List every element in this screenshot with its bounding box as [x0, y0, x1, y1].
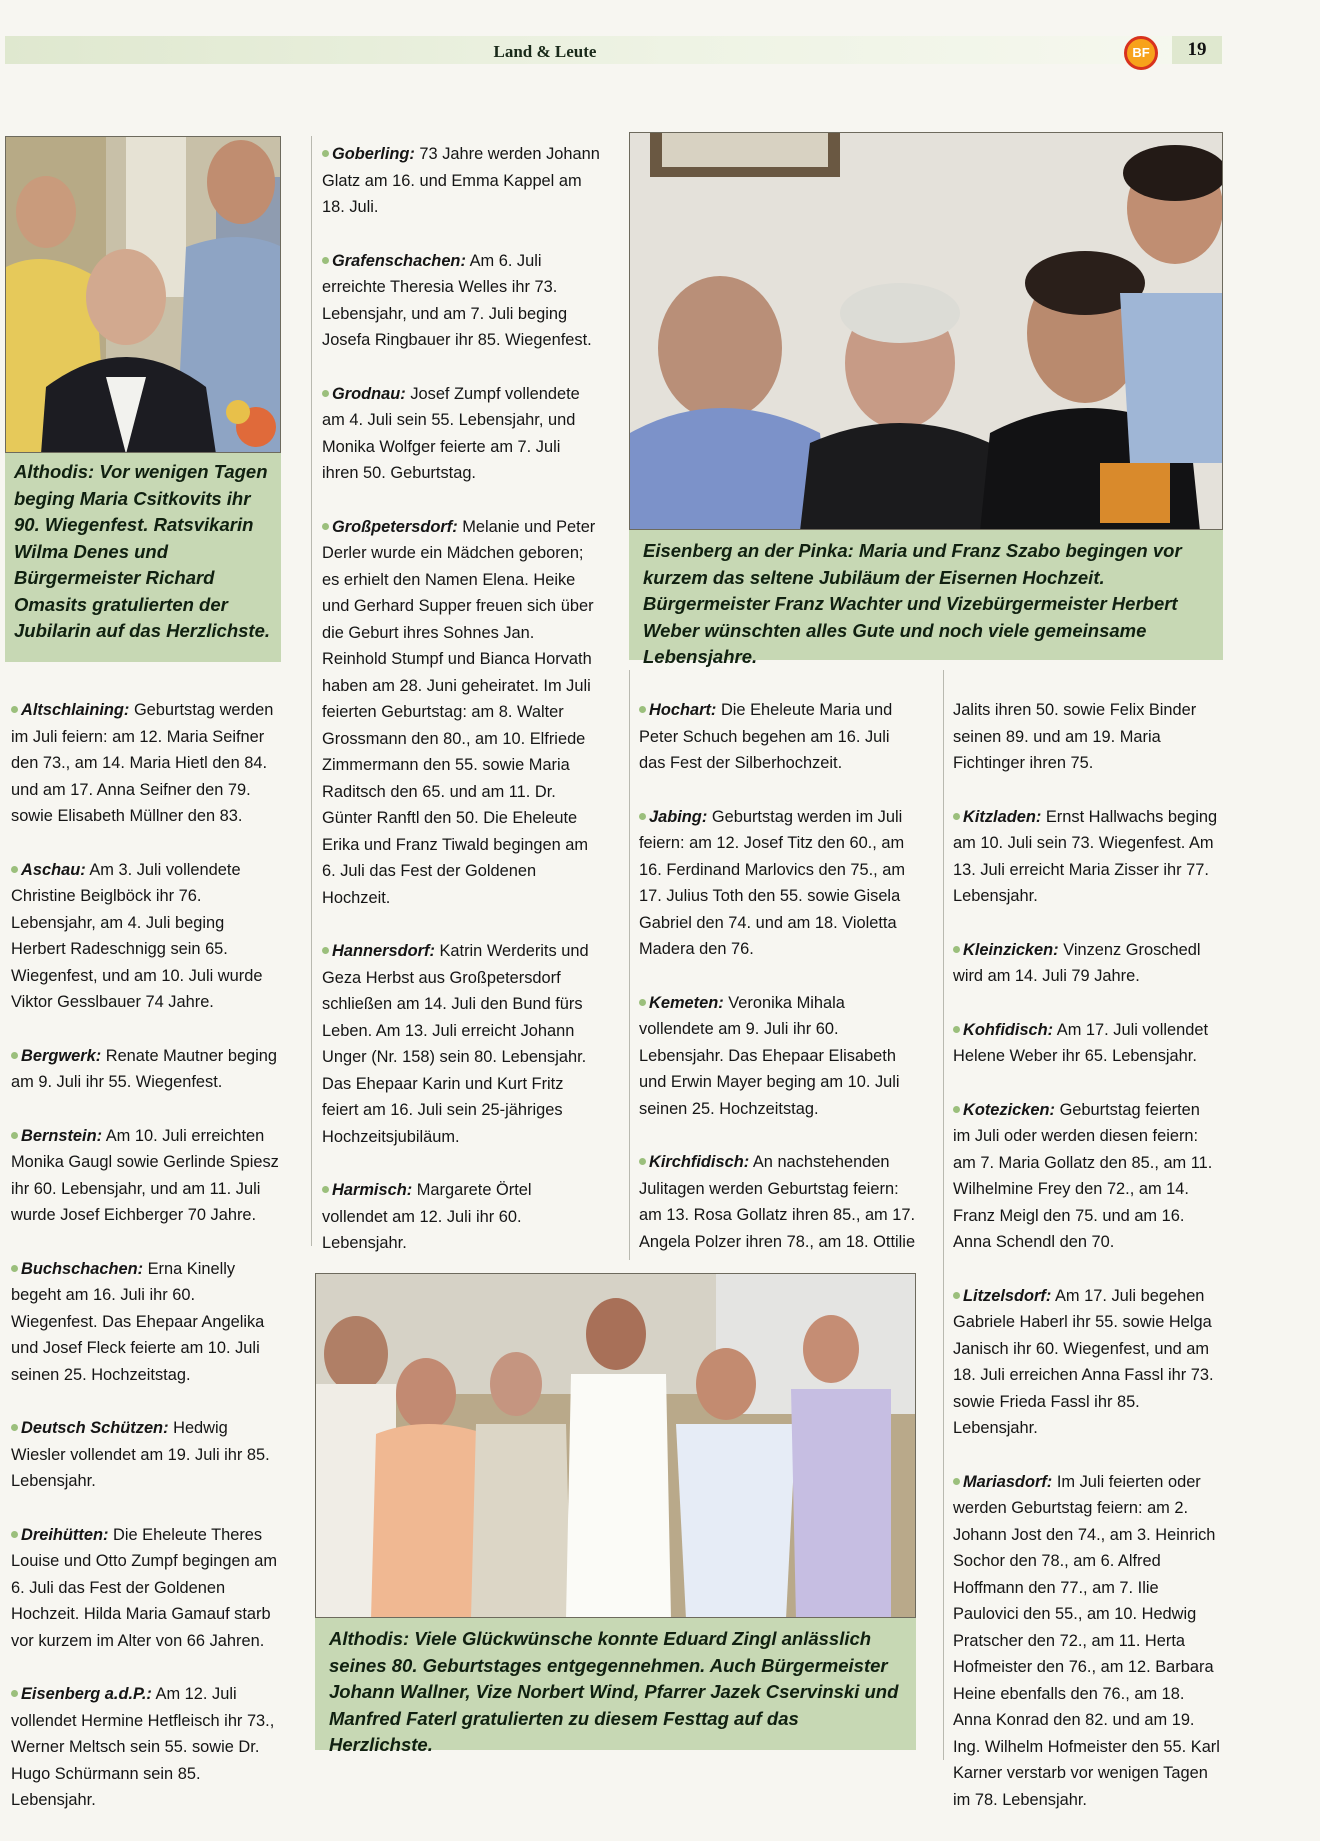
- entry-jabing: Jabing: Geburtstag werden im Juli feiern: am 12. Josef Titz den 60., am 16. Ferdinand Marlovics den 75., am 17. Julius Toth den 55. sowie Gisela Gabriel den 74. und am 18. Violetta Madera den 76.: [639, 807, 906, 958]
- bullet-icon: [953, 1292, 960, 1299]
- entry-deutsch-schuetzen: Deutsch Schützen: Hedwig Wiesler vollendet am 19. Juli ihr 85. Lebensjahr.: [11, 1419, 270, 1490]
- text-column-3: [639, 697, 919, 1282]
- bullet-icon: [639, 813, 646, 820]
- entry-bergwerk: Bergwerk: Renate Mautner beging am 9. Juli ihr 55. Wiegenfest.: [11, 1046, 278, 1091]
- entry-hochart: Hochart: Die Eheleute Maria und Peter Schuch begehen am 16. Juli das Fest der Silberhochzeit.: [639, 701, 893, 772]
- entry-kitzladen: Kitzladen: Ernst Hallwachs beging am 10. Juli sein 73. Wiegenfest. Am 13. Juli erreicht Maria Zisser ihr 77. Lebensjahr.: [953, 807, 1218, 905]
- text-column-1: [11, 697, 283, 1841]
- bullet-icon: [953, 1106, 960, 1113]
- column-rule: [943, 670, 944, 1760]
- entry-bernstein: Bernstein: Am 10. Juli erreichten Monika Gaugl sowie Gerlinde Spiesz ihr 60. Lebensjahr, und am 11. Juli wurde Josef Eichberger 70 Jahre.: [11, 1126, 279, 1224]
- bullet-icon: [639, 706, 646, 713]
- entry-dreihuetten: Dreihütten: Die Eheleute Theres Louise und Otto Zumpf begingen am 6. Juli das Fest der Goldenen Hochzeit. Hilda Maria Gamauf starb vor kurzem im Alter von 66 Jahren.: [11, 1525, 278, 1650]
- entry-kotezicken: Kotezicken: Geburtstag feierten im Juli oder werden diesen feiern: am 7. Maria Gollatz den 85., am 11. Wilhelmine Frey den 72., am 14. Franz Meigl den 75. und am 16. Anna Schendl den 70.: [953, 1100, 1213, 1251]
- bullet-icon: [11, 866, 18, 873]
- entry-altschlaining: Altschlaining: Geburtstag werden im Juli feiern: am 12. Maria Seifner den 73., am 14. Maria Hietl den 84. und am 17. Anna Seifner den 79. sowie Elisabeth Müllner den 83.: [11, 701, 274, 825]
- bullet-icon: [322, 390, 329, 397]
- entry-kohfidisch: Kohfidisch: Am 17. Juli vollendet Helene Weber ihr 65. Lebensjahr.: [953, 1020, 1209, 1065]
- bullet-icon: [953, 813, 960, 820]
- bullet-icon: [639, 999, 646, 1006]
- caption-top-left: Althodis: Vor wenigen Tagen beging Maria Csitkovits ihr 90. Wiegenfest. Ratsvikarin Wilma Denes und Bürgermeister Richard Omasits gratulierten der Jubilarin auf das Herzlichste.: [5, 453, 281, 662]
- entry-eisenberg: Eisenberg a.d.P.: Am 12. Juli vollendet Hermine Hetfleisch ihr 73., Werner Meltsch sein 55. sowie Dr. Hugo Schürmann sein 85. Lebensjahr.: [11, 1685, 275, 1809]
- bullet-icon: [11, 1690, 18, 1697]
- bullet-icon: [322, 947, 329, 954]
- bullet-icon: [11, 1531, 18, 1538]
- bullet-icon: [11, 706, 18, 713]
- section-header-bar: [5, 36, 1223, 64]
- caption-bottom: Althodis: Viele Glückwünsche konnte Eduard Zingl anlässlich seines 80. Geburtstages entgegennehmen. Auch Bürgermeister Johann Wallner, Vize Norbert Wind, Pfarrer Jazek Cservinski und Manfred Faterl gratulierten zu diesem Festtag auf das Herzlichste.: [315, 1618, 916, 1750]
- entry-buchschachen: Buchschachen: Erna Kinelly begeht am 16. Juli ihr 60. Wiegenfest. Das Ehepaar Angelika und Josef Fleck feierte am 10. Juli seinen 25. Hochzeitstag.: [11, 1259, 265, 1384]
- section-title: Land & Leute: [493, 42, 597, 61]
- bullet-icon: [953, 1026, 960, 1033]
- bullet-icon: [11, 1132, 18, 1139]
- column-rule: [629, 670, 630, 1260]
- entry-mariasdorf: Mariasdorf: Im Juli feierten oder werden Geburtstag feiern: am 2. Johann Jost den 74., am 3. Heinrich Sochor den 78., am 6. Alfred Hoffmann den 77., am 7. Ilie Paulovici den 55., am 10. Hedwig Pratscher den 72., am 11. Herta Hofmeister den 76., am 12. Barbara Heine ebenfalls den 76., am 18. Anna Konrad den 82. und am 19. Ing. Wilhelm Hofmeister den 55. Karl Karner verstarb vor wenigen Tagen im 78. Lebensjahr.: [953, 1472, 1220, 1809]
- bullet-icon: [322, 1186, 329, 1193]
- bullet-icon: [953, 1478, 960, 1485]
- entry-litzelsdorf: Litzelsdorf: Am 17. Juli begehen Gabriele Haberl ihr 55. sowie Helga Janisch ihr 60. Wiegenfest, und am 18. Juli erreichen Anna Fassl ihr 73. sowie Frieda Fassl ihr 85. Lebensjahr.: [953, 1286, 1214, 1437]
- entry-kemeten: Kemeten: Veronika Mihala vollendete am 9. Juli ihr 60. Lebensjahr. Das Ehepaar Elisabeth und Erwin Mayer beging am 10. Juli seinen 25. Hochzeitstag.: [639, 993, 900, 1118]
- entry-kleinzicken: Kleinzicken: Vinzenz Groschedl wird am 14. Juli 79 Jahre.: [953, 940, 1201, 985]
- entry-hannersdorf: Hannersdorf: Katrin Werderits und Geza Herbst aus Großpetersdorf schließen am 14. Juli den Bund fürs Leben. Am 13. Juli erreicht Johann Unger (Nr. 158) sein 80. Lebensjahr. Das Ehepaar Karin und Kurt Fritz feiert am 16. Juli sein 25-jähriges Hochzeitsjubiläum.: [322, 942, 589, 1146]
- bullet-icon: [322, 257, 329, 264]
- photo-maria-csitkovits: [5, 136, 281, 453]
- bullet-icon: [11, 1265, 18, 1272]
- column-rule: [311, 136, 312, 1246]
- text-column-4: [953, 697, 1221, 1840]
- bullet-icon: [639, 1158, 646, 1165]
- entry-grosspetersdorf: Großpetersdorf: Melanie und Peter Derler wurde ein Mädchen geboren; es erhielt den Namen Elena. Heike und Gerhard Supper freuen sich über die Geburt ihres Sohnes Jan. Reinhold Stumpf und Bianca Horvath haben am 28. Juni geheiratet. Im Juli feierten Geburtstag: am 8. Walter Grossmann den 80., am 10. Elfriede Zimmermann den 55. sowie Maria Raditsch den 65. und am 11. Dr. Günter Ranftl den 50. Die Eheleute Erika und Franz Tiwald begingen am 6. Juli das Fest der Goldenen Hochzeit.: [322, 517, 596, 907]
- bullet-icon: [11, 1052, 18, 1059]
- entry-kirchfidisch-continued: Jalits ihren 50. sowie Felix Binder seinen 89. und am 19. Maria Fichtinger ihren 75.: [953, 701, 1197, 772]
- bullet-icon: [322, 523, 329, 530]
- bf-logo: BF: [1124, 36, 1158, 70]
- entry-goberling: Goberling: 73 Jahre werden Johann Glatz am 16. und Emma Kappel am 18. Juli.: [322, 145, 600, 216]
- entry-grafenschachen: Grafenschachen: Am 6. Juli erreichte Theresia Welles ihr 73. Lebensjahr, und am 7. Juli beging Josefa Ringbauer ihr 85. Wiegenfest.: [322, 251, 592, 349]
- bullet-icon: [322, 150, 329, 157]
- bullet-icon: [11, 1424, 18, 1431]
- entry-harmisch: Harmisch: Margarete Örtel vollendet am 12. Juli ihr 60. Lebensjahr.: [322, 1181, 532, 1252]
- photo-eduard-zingl: [315, 1273, 916, 1618]
- photo-szabo-iron-wedding: [629, 132, 1223, 530]
- entry-grodnau: Grodnau: Josef Zumpf vollendete am 4. Juli sein 55. Lebensjahr, und Monika Wolfger feierte am 7. Juli ihren 50. Geburtstag.: [322, 384, 580, 482]
- bullet-icon: [953, 946, 960, 953]
- page-number: 19: [1172, 36, 1222, 64]
- text-column-2: [322, 141, 600, 1284]
- caption-top-right: Eisenberg an der Pinka: Maria und Franz Szabo begingen vor kurzem das seltene Jubiläum der Eisernen Hochzeit. Bürgermeister Franz Wachter und Vizebürgermeister Herbert Weber wünschten alles Gute und noch viele gemeinsame Lebensjahre.: [629, 530, 1223, 660]
- entry-aschau: Aschau: Am 3. Juli vollendete Christine Beiglböck ihr 76. Lebensjahr, am 4. Juli beging Herbert Radeschnigg sein 65. Wiegenfest, und am 10. Juli wurde Viktor Gesslbauer 74 Jahre.: [11, 860, 263, 1011]
- entry-kirchfidisch: Kirchfidisch: An nachstehenden Julitagen werden Geburtstag feiern: am 13. Rosa Gollatz ihren 85., am 17. Angela Polzer ihren 78., am 18. Ottilie: [639, 1153, 916, 1251]
